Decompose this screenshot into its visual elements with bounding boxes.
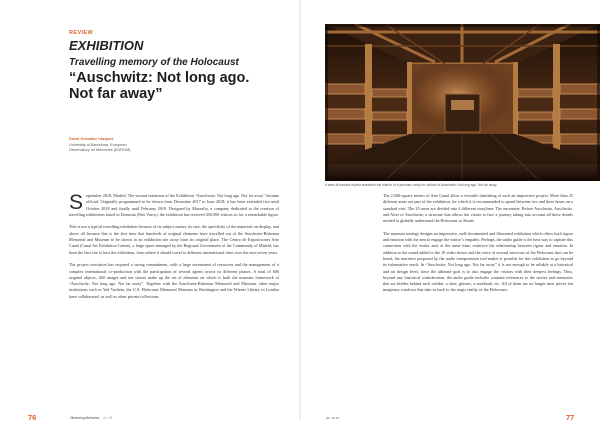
article-body-right <box>383 193 573 300</box>
section-title: EXHIBITION <box>69 38 144 53</box>
photo-caption: A semi-lit barrack replica recreated the interior of a prisoner camp for visitors of Auschwitz: Not long ago. Not far away. <box>325 183 498 187</box>
paragraph: The 2,500-square metres of Arte Canal allow a versatile furnishing of such an impressive project. More than 25 different areas are part of the exhibition, for which it is recommended to spend between two and three hours on a standard visit. The 25 areas are divided into 4 different storylines: The encounter, Before Auschwitz, Auschwitz, and After of Auschwitz; a structure that allows the visitor to face a journey taking into account all these details needed to globally understand the Holocaust or Shoah. <box>383 193 573 224</box>
author-name: David González Vázquez <box>69 137 114 141</box>
journal-name: Observing Memories <box>70 416 100 420</box>
article-body-left <box>69 193 279 306</box>
paragraph: The project execution has required a strong commitment, with a large investment of resources and the management of a complex international co-production with the participation of several agents across its different phases. A total of 600 original objects, 400 images and ten stories make up the set of elements on which is built the museum framework of “Auschwitz: Not long ago. Not far away”. Together with the Auschwitz-Birkenau Memorial and Museum, other major institutions such as Yad Vashem, the U.S. Holocaust Memorial Museum in Washington and the Wiener Library in London have collaborated, as well as other private collections. <box>69 262 279 299</box>
exhibition-photo <box>325 24 600 181</box>
paragraph <box>69 193 279 218</box>
author-affiliation: Observatory on Memories (EUROM) <box>69 148 131 152</box>
article-subtitle: Travelling memory of the Holocaust <box>69 57 239 68</box>
journal-issue: no. 03 <box>103 416 113 420</box>
page-gutter <box>299 0 301 420</box>
doi-footer: doi. 10.12 <box>326 416 340 420</box>
section-tag: REVIEW <box>69 30 94 36</box>
paragraph: This is not a typical travelling exhibition because of its subject matter, its size, the specificity of the materials on display, and above all because this is the first time that hundreds of original elements have travelled out of the Auschwitz-Birkenau Memorial and Museum to be shown in an exhibition site away from its original place. The Centro de Exposiciones Arte Canal (Canal Art Exhibition Centre), a large space managed by the Regional Government of the Community of Madrid, has been the first site to host the exhibition, from where it should travel to different international cities over the next seven years. <box>69 224 279 255</box>
author-affiliation: University of Barcelona, European <box>69 142 127 147</box>
author-block <box>69 137 189 154</box>
page-number-right: 77 <box>566 413 575 422</box>
paragraph-text: eptember 2018, Madrid. The second extension of the Exhibition “Auschwitz: Not long ago. Not far away” became official. Originally programmed to be shown from December 2017 to June 2018, it has been extended first until October 2018 and finally until February 2019. Designed by Musealia, a company dedicated to the creation of travelling exhibitions based in Donostia (País Vasco), the exhibition has received 450,000 visitors so far, a remarkable figure. <box>69 193 279 217</box>
page-number-left: 76 <box>28 413 37 422</box>
journal-footer <box>70 416 112 420</box>
article-headline: “Auschwitz: Not long ago. Not far away” <box>69 70 250 102</box>
paragraph: The museum strategy designs an impressive, well-documented and illustrated exhibition which offers both rigour and emotion with the aim to engage the visitor’s empathy. Perhaps, the audio guide is the best way to capture this connection with the visitor and, at the same time, reinforce the relationship between rigour and emotion. In addition to the sound added to the 10 video shows and the voice of several survivors of the Holocaust that can be heard, the narrative proposed by the audio interpretation tool makes it possible for this exhibition to go beyond its informative reach. In “Auschwitz: Not long ago. Not far away” it is not enough to be reliable at a historical and art design level, since the ultimate goal is to also engage the visitors with their deepest feelings. Thus, beyond any historical consideration, the audio guide includes constant references to the stories and memories that are hidden behind each exhibit: a shoe, glasses, a notebook, etc. All of them are no longer inert pieces but imaginary windows that take us back to the tragic reality of the Holocaust. <box>383 230 573 293</box>
drop-cap: S <box>69 191 84 214</box>
